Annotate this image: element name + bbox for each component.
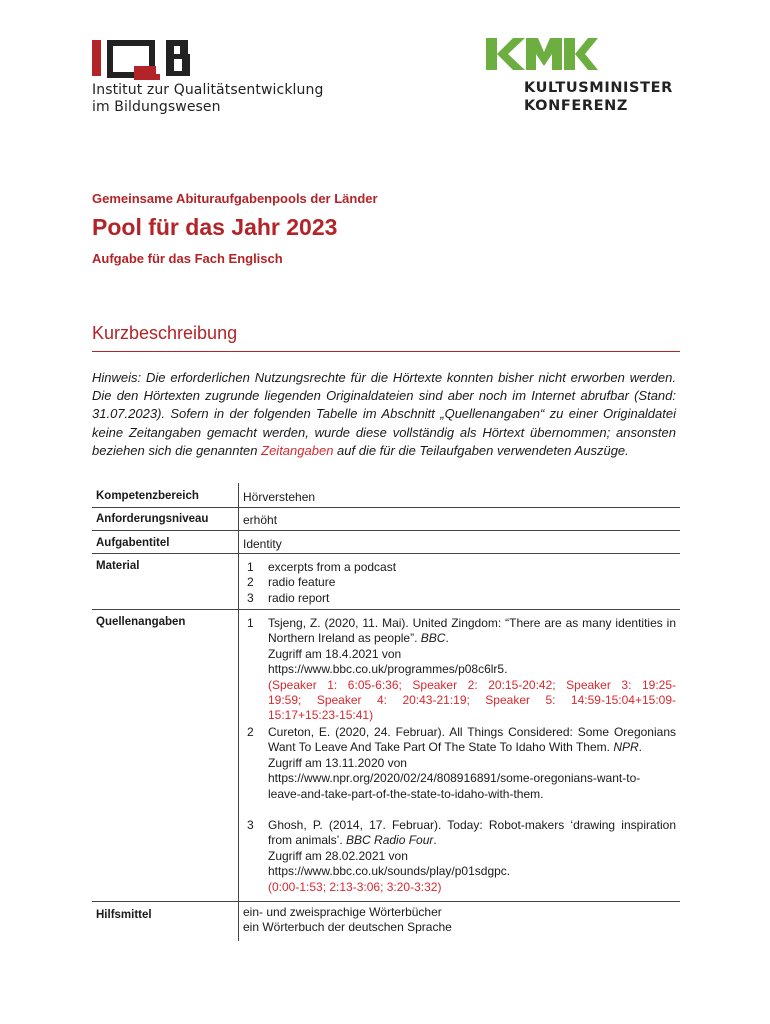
source-url: leave-and-take-part-of-the-state-to-idaho-with-them. — [268, 786, 544, 801]
value-hilfsmittel-line1: ein- und zweisprachige Wörterbücher — [243, 905, 442, 919]
source-times: 15:17+15:23-15:41) — [268, 708, 374, 723]
material-item-text: radio feature — [268, 575, 336, 589]
value-kompetenzbereich: Hörverstehen — [243, 490, 316, 504]
label-aufgabentitel: Aufgabentitel — [96, 537, 170, 549]
material-item-text: excerpts from a podcast — [268, 560, 397, 574]
citation-end: . — [638, 740, 642, 755]
citation-publisher: BBC — [420, 631, 446, 646]
subject-line: Aufgabe für das Fach Englisch — [92, 251, 283, 266]
citation-text: Ghosh, P. (2014, 17. Februar). Today: Robot-makers ‘drawing inspiration from animals’. — [268, 818, 676, 848]
table-row-divider — [92, 530, 680, 531]
source-times: (Speaker 1: 6:05-6:36; Speaker 2: 20:15-20:42; Speaker 3: 19:25- — [268, 677, 676, 692]
label-material: Material — [96, 560, 140, 572]
table-row-divider — [92, 609, 680, 610]
kmk-name-line2: KONFERENZ — [524, 98, 628, 114]
citation-end: . — [445, 631, 449, 646]
note-text-2: auf die für die Teilaufgaben verwendeten Auszüge. — [333, 442, 629, 458]
source-access: Zugriff am 13.11.2020 von — [268, 755, 407, 770]
source-number: 3 — [247, 818, 254, 832]
source-times: 19:59; Speaker 4: 20:43-21:19; Speaker 5: 14:59-15:04+15:09- — [268, 693, 676, 708]
source-times: (0:00-1:53; 2:13-3:06; 3:20-3:32) — [268, 879, 442, 894]
value-anforderungsniveau: erhöht — [243, 513, 278, 527]
table-divider — [238, 483, 239, 507]
label-hilfsmittel: Hilfsmittel — [96, 909, 152, 921]
material-item-number: 2 — [247, 575, 254, 589]
table-row-divider — [92, 901, 680, 902]
label-kompetenzbereich: Kompetenzbereich — [96, 490, 199, 502]
source-number: 2 — [247, 725, 254, 739]
source-number: 1 — [247, 616, 254, 630]
citation-text: Cureton, E. (2020, 24. Februar). All Things Considered: Some Oregonians Want To Leave And Take Part Of The State To Idaho With Them. — [268, 725, 676, 755]
citation-end: . — [433, 833, 437, 848]
source-citation — [268, 725, 676, 756]
kmk-name-line1: KULTUSMINISTER — [524, 80, 673, 96]
section-heading: Kurzbeschreibung — [92, 323, 238, 343]
source-citation — [268, 616, 676, 647]
table-divider — [238, 901, 239, 941]
iqb-name-line2: im Bildungswesen — [92, 99, 221, 115]
material-item-number: 3 — [247, 591, 254, 605]
value-aufgabentitel: Identity — [243, 537, 282, 551]
source-2 — [268, 725, 676, 802]
label-anforderungsniveau: Anforderungsniveau — [96, 513, 209, 525]
table-row-divider — [92, 507, 680, 508]
pool-subtitle: Gemeinsame Abituraufgabenpools der Länder — [92, 191, 378, 206]
iqb-name-line1: Institut zur Qualitätsentwicklung — [92, 82, 324, 98]
table-row-divider — [92, 553, 680, 554]
table-divider — [238, 530, 239, 553]
source-url: https://www.bbc.co.uk/programmes/p08c6lr5. — [268, 662, 508, 677]
label-quellenangaben: Quellenangaben — [96, 616, 186, 628]
citation-publisher: NPR — [613, 740, 639, 755]
value-hilfsmittel-line2: ein Wörterbuch der deutschen Sprache — [243, 920, 452, 934]
source-url: https://www.npr.org/2020/02/24/808916891/some-oregonians-want-to- — [268, 771, 641, 786]
material-item-number: 1 — [247, 560, 254, 574]
source-3 — [268, 818, 676, 895]
page-title: Pool für das Jahr 2023 — [92, 214, 338, 240]
source-access: Zugriff am 28.02.2021 von — [268, 848, 408, 863]
note-link-zeitangaben: Zeitangaben — [261, 442, 334, 458]
citation-text: Tsjeng, Z. (2020, 11. Mai). United Zingdom: “There are as many identities in Northern Ireland as people”. — [268, 616, 676, 646]
citation-publisher: BBC Radio Four — [346, 833, 434, 848]
source-citation — [268, 818, 676, 849]
source-1 — [268, 616, 676, 724]
note-text-1: Hinweis: Die erforderlichen Nutzungsrechte für die Hörtexte konnten bisher nicht erworben werden. Die den Hörtexten zugrunde liegenden Originaldateien sind aber noch im Internet abrufbar (Stand: 31.07.2023). Sofern in der folgenden Tabelle im Abschnitt „Quellenangaben“ zu einer Originaldatei keine Zeitangaben gemacht werden, wurde diese vollständig als Hörtext übernommen; ansonsten beziehen sich die genannten — [92, 370, 676, 458]
source-access: Zugriff am 18.4.2021 von — [268, 646, 402, 661]
usage-note — [92, 369, 676, 460]
table-divider — [238, 609, 239, 901]
table-divider — [238, 507, 239, 530]
material-item-text: radio report — [268, 591, 330, 605]
table-divider — [238, 553, 239, 609]
section-divider — [92, 351, 680, 352]
source-url: https://www.bbc.co.uk/sounds/play/p01sdgpc. — [268, 864, 511, 879]
kmk-logo — [486, 38, 598, 72]
